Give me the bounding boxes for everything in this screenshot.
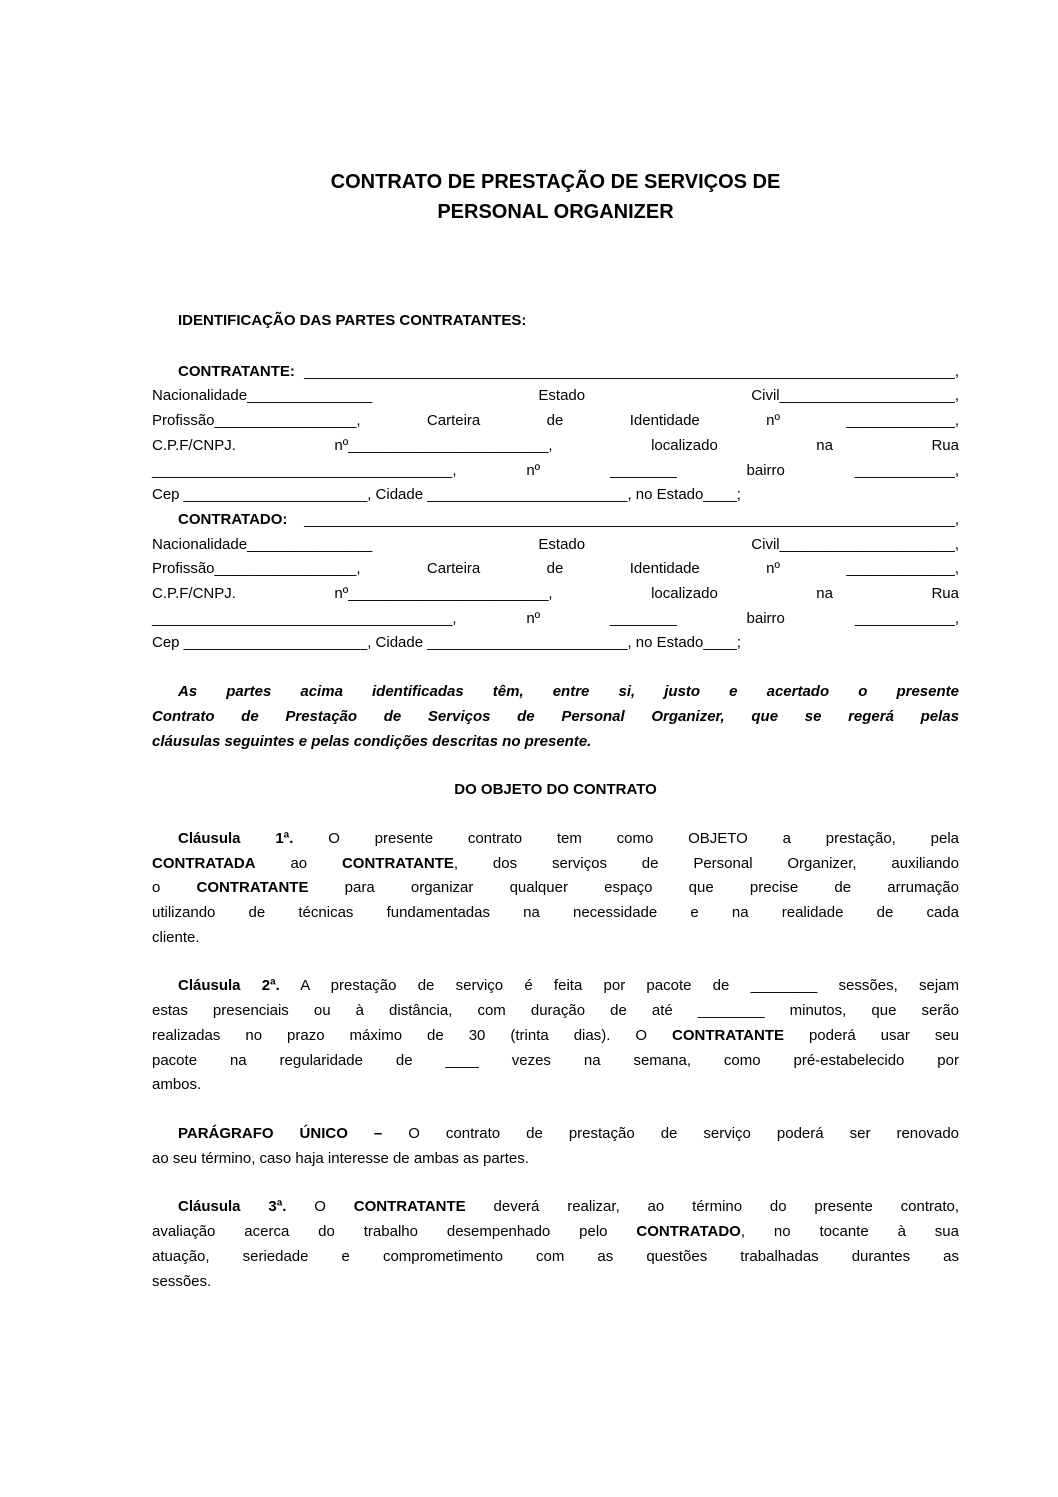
text-segment: O [286,1198,354,1216]
text-segment: CONTRATANTE [353,1198,466,1216]
text-line [152,508,959,533]
paragrafo-unico [152,1122,959,1171]
text-segment: cláusulas seguintes e pelas condições descritas no presente. [152,732,592,750]
text-segment: CONTRATANTE [672,1026,784,1044]
text-line [152,1270,959,1295]
text-segment: estas presenciais ou à distância, com duração de até ________ minutos, que serão [152,1002,959,1020]
text-line [152,1220,959,1245]
text-segment: PARÁGRAFO ÚNICO – [178,1124,383,1142]
text-line [152,607,959,632]
clause-3 [152,1195,959,1294]
object-heading: DO OBJETO DO CONTRATO [454,781,657,799]
text-line [152,901,959,926]
text-line [152,582,959,607]
text-segment: o [152,879,197,897]
text-line [152,631,959,656]
text-segment: Contrato de Prestação de Serviços de Personal Organizer, que se regerá pelas [152,707,959,725]
text-segment: CONTRATANTE [196,879,309,897]
text-segment: ______________________________________________________________________________, [287,510,959,528]
text-segment: As partes acima identificadas têm, entre si, justo e acertado o presente [178,683,959,701]
text-segment: Cep ______________________, Cidade ________________________, no Estado____; [152,634,741,652]
text-segment: O contrato de prestação de serviço poderá ser renovado [382,1124,960,1142]
title-line-1: CONTRATO DE PRESTAÇÃO DE SERVIÇOS DE [330,171,781,193]
text-segment: poderá usar seu [783,1026,959,1044]
text-segment: CONTRATADO: [178,510,288,528]
document-title [152,167,959,227]
text-line [152,705,959,730]
text-line [152,409,959,434]
contract-document [152,0,959,1294]
text-segment: Cláusula 2ª. [178,977,280,995]
text-line [152,533,959,558]
text-segment: C.P.F/CNPJ. nº________________________, localizado na Rua [152,436,959,454]
contratado-block [152,508,959,656]
text-segment: sessões. [152,1272,212,1290]
text-segment: avaliação acerca do trabalho desempenhado pelo [152,1223,637,1241]
text-segment: Nacionalidade_______________ Estado Civil_____________________, [152,387,959,405]
text-segment: O presente contrato tem como OBJETO a prestação, pela [293,829,959,847]
text-line [152,926,959,951]
text-segment: ____________________________________, nº ________ bairro ____________, [152,609,959,627]
text-segment: Nacionalidade_______________ Estado Civil_____________________, [152,535,959,553]
title-line-2: PERSONAL ORGANIZER [437,201,674,223]
text-line [152,974,959,999]
text-line [152,730,959,755]
text-segment: Cláusula 1ª. [178,829,294,847]
text-line [152,680,959,705]
text-segment: , dos serviços de Personal Organizer, auxiliando [453,854,959,872]
text-segment: Cep ______________________, Cidade ________________________, no Estado____; [152,486,741,504]
text-segment: A prestação de serviço é feita por pacote de ________ sessões, sejam [279,977,959,995]
section-heading-identificacao: IDENTIFICAÇÃO DAS PARTES CONTRATANTES: [178,312,527,329]
text-segment: , no tocante à sua [740,1223,959,1241]
intro-paragraph [152,680,959,754]
text-line [152,827,959,852]
text-line [152,1122,959,1147]
text-line [152,852,959,877]
text-line [152,434,959,459]
text-line [152,999,959,1024]
clause-2 [152,974,959,1098]
text-segment: ao seu término, caso haja interesse de ambas as partes. [152,1149,529,1167]
text-segment: Profissão_________________, Carteira de Identidade nº _____________, [152,412,959,430]
text-line [152,483,959,508]
text-line [152,360,959,385]
text-segment: CONTRATANTE [341,854,454,872]
text-segment: atuação, seriedade e comprometimento com as questões trabalhadas durantes as [152,1247,959,1265]
text-segment: CONTRATANTE: [178,362,295,380]
clauses-section [152,827,959,1294]
text-segment: ao [255,854,342,872]
text-line [152,384,959,409]
text-line [152,557,959,582]
text-segment: para organizar qualquer espaço que precise de arrumação [308,879,959,897]
text-line [152,1245,959,1270]
text-segment: Cláusula 3ª. [178,1198,287,1216]
text-segment: Profissão_________________, Carteira de Identidade nº _____________, [152,560,959,578]
text-segment: deverá realizar, ao término do presente contrato, [465,1198,959,1216]
text-line [152,1195,959,1220]
text-segment: utilizando de técnicas fundamentadas na necessidade e na realidade de cada [152,904,959,922]
clause-1 [152,827,959,951]
text-segment: realizadas no prazo máximo de 30 (trinta dias). O [152,1026,673,1044]
text-segment: ______________________________________________________________________________, [294,362,959,380]
text-line [152,1024,959,1049]
text-line [152,876,959,901]
intro-paragraph [152,680,959,754]
text-line [152,1147,959,1172]
text-line [152,1049,959,1074]
text-segment: cliente. [152,928,200,946]
text-segment: ____________________________________, nº ________ bairro ____________, [152,461,959,479]
text-segment: CONTRATADA [152,854,256,872]
text-segment: C.P.F/CNPJ. nº________________________, localizado na Rua [152,585,959,603]
text-line [152,459,959,484]
text-line [152,1073,959,1098]
parties-section [152,360,959,656]
text-segment: ambos. [152,1076,202,1094]
text-segment: pacote na regularidade de ____ vezes na semana, como pré-estabelecido por [152,1051,959,1069]
contratante-block [152,360,959,508]
text-segment: CONTRATADO [636,1223,741,1241]
